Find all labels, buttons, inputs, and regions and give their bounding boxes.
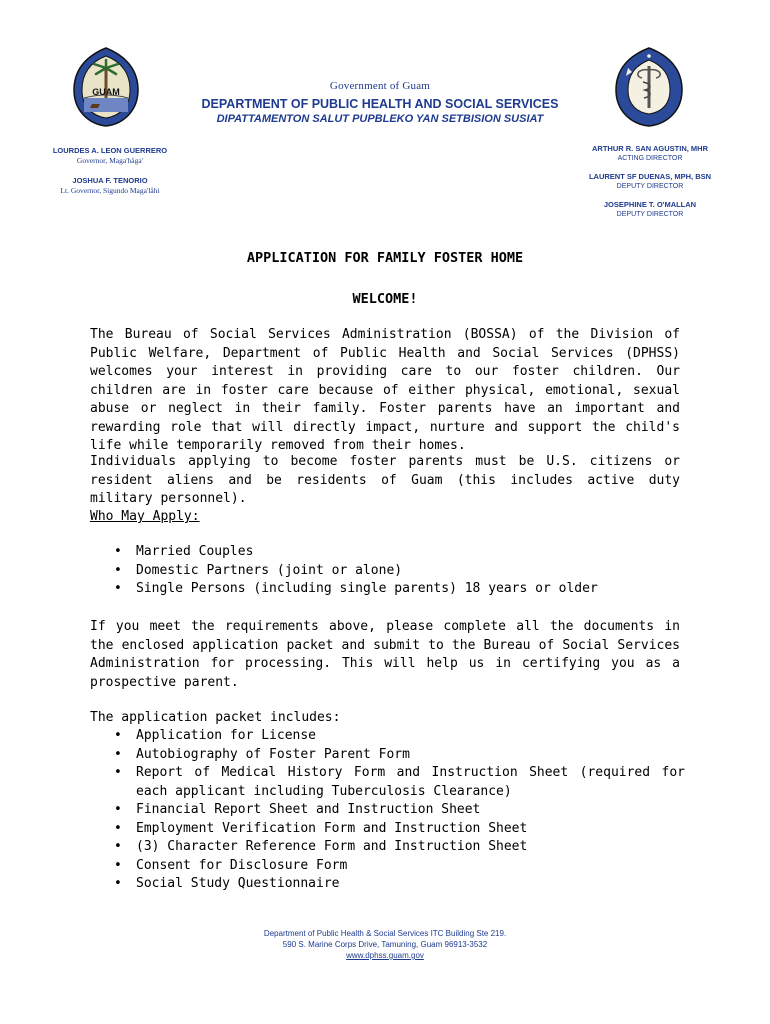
list-item: • Domestic Partners (joint or alone) [114, 562, 403, 578]
footer-address-line1: Department of Public Health & Social Services ITC Building Ste 219. [263, 929, 507, 938]
intro-paragraph: The Bureau of Social Services Administration (BOSSA) of the Division of Public Welfare, Department of Public Health and Social Services (DPHSS) welcomes your interest in providing care to our foster children. Our children are in foster care because of either physical, emotional, sexual abuse or neglect in their family. Foster parents have an important and rewarding role that will directly impact, nurture and support the child's life while temporarily removed from their homes. [90, 327, 680, 453]
submission-paragraph: If you meet the requirements above, please complete all the documents in the enclosed application packet and submit to the Bureau of Social Services Administration for processing. This will help us in certifying you as a prospective parent. [90, 619, 680, 690]
dphss-seal-logo [612, 46, 686, 128]
list-item: • Single Persons (including single parents) 18 years or older [114, 581, 598, 596]
list-item: • Consent for Disclosure Form [114, 857, 348, 873]
who-may-apply-list [110, 543, 685, 599]
footer-address-line2: 590 S. Marine Corps Drive, Tamuning, Guam 96913-3532 [282, 940, 488, 949]
government-label: Government of Guam [329, 80, 431, 92]
list-item: • Married Couples [114, 544, 254, 559]
department-name-chamorro: DIPATTAMENTON SALUT PUPBLEKO YAN SETBISION SUSIAT [216, 113, 544, 125]
list-item: • Employment Verification Form and Instruction Sheet [114, 820, 528, 836]
governor-title: Governor, Maga'håga' [76, 156, 144, 165]
list-item: • Financial Report Sheet and Instruction Sheet [114, 802, 481, 817]
welcome-heading: WELCOME! [352, 291, 418, 307]
guam-seal-logo [70, 46, 142, 128]
list-item: • Report of Medical History Form and Instruction Sheet (required for each applicant including Tuberculosis Clearance) [114, 765, 685, 799]
packet-intro: The application packet includes: [90, 710, 341, 725]
officials-right [560, 144, 740, 228]
who-may-apply-heading: Who May Apply: [90, 509, 200, 524]
deputy-director-2-name: JOSEPHINE T. O'MALLAN [603, 200, 697, 209]
list-item: • (3) Character Reference Form and Instruction Sheet [114, 839, 528, 854]
deputy-director-2-title: DEPUTY DIRECTOR [616, 211, 684, 218]
lt-governor-title: Lt. Governor, Sigundo Maga'låhi [60, 186, 160, 195]
website-link[interactable]: www.dphss.guam.gov [346, 951, 424, 960]
deputy-director-1-title: DEPUTY DIRECTOR [616, 183, 684, 190]
director-name: ARTHUR R. SAN AGUSTIN, MHR [592, 144, 708, 153]
list-item: • Application for License [114, 728, 317, 743]
document-title: APPLICATION FOR FAMILY FOSTER HOME [246, 250, 524, 266]
packet-contents-list [110, 727, 685, 894]
list-item: • Social Study Questionnaire [114, 876, 340, 891]
footer [0, 928, 770, 961]
officials-left [30, 146, 190, 206]
list-item: • Autobiography of Foster Parent Form [114, 746, 410, 762]
svg-text:GUAM: GUAM [92, 87, 120, 97]
lt-governor-name: JOSHUA F. TENORIO [72, 176, 148, 185]
deputy-director-1-name: LAURENT SF DUENAS, MPH, BSN [588, 172, 712, 181]
governor-name: LOURDES A. LEON GUERRERO [52, 146, 168, 155]
department-name: DEPARTMENT OF PUBLIC HEALTH AND SOCIAL SERVICES [201, 97, 559, 111]
director-title: ACTING DIRECTOR [617, 155, 683, 162]
eligibility-paragraph: Individuals applying to become foster parents must be U.S. citizens or resident aliens and be residents of Guam (this includes active duty military personnel). [90, 454, 680, 506]
